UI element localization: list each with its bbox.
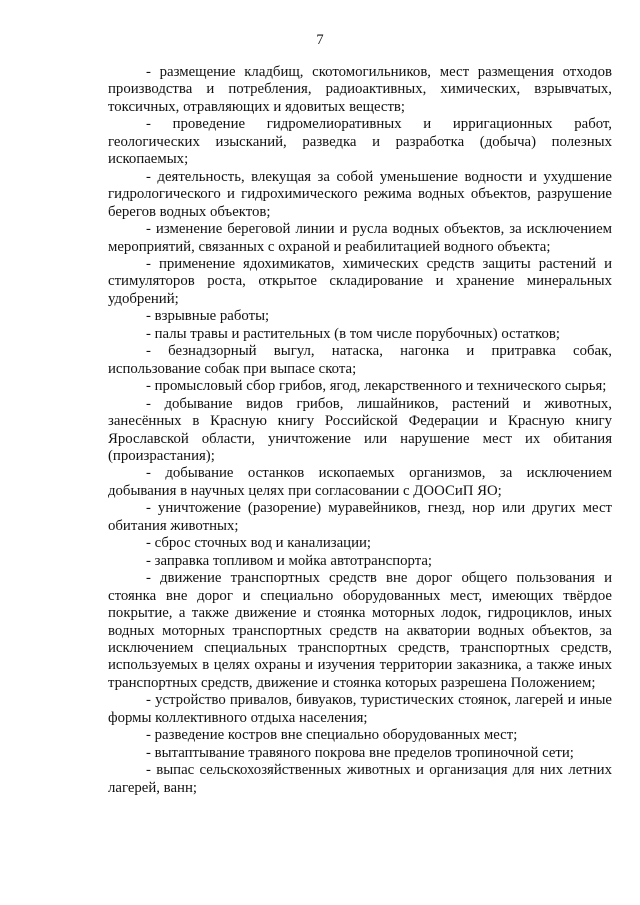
list-item: - взрывные работы;	[146, 308, 270, 325]
list-item: - деятельность, влекущая за собой уменьшение водности и ухудшение гидрологического и гидрохимического режима водных объектов, разрушение берегов водных объектов;	[108, 168, 612, 220]
list-item: - заправка топливом и мойка автотранспорта;	[146, 552, 433, 569]
list-item: - промысловый сбор грибов, ягод, лекарственного и технического сырья;	[146, 378, 607, 395]
list-item: - безнадзорный выгул, натаска, нагонка и притравка собак, использование собак при выпасе скота;	[108, 343, 612, 377]
list-item: - добывание останков ископаемых организмов, за исключением добывания в научных целях при согласовании с ДООСиП ЯО;	[108, 465, 612, 499]
list-item: - палы травы и растительных (в том числе порубочных) остатков;	[146, 325, 560, 342]
prohibited-activities-list	[108, 64, 612, 797]
page-number: 7	[316, 32, 324, 48]
list-item: - устройство привалов, бивуаков, туристических стоянок, лагерей и иные формы коллективного отдыха населения;	[108, 692, 612, 726]
list-item: - сброс сточных вод и канализации;	[146, 535, 372, 552]
list-item: - проведение гидромелиоративных и ирригационных работ, геологических изысканий, разведка и разработка (добыча) полезных ископаемых;	[108, 116, 612, 168]
list-item: - движение транспортных средств вне дорог общего пользования и стоянка вне дорог и специально оборудованных мест, имеющих твёрдое покрытие, а также движение и стоянка моторных лодок, гидроциклов, иных водных моторных транспортных средств на акватории водных объектов, за исключением специальных транспортных средств, транспортных средств, используемых в целях охраны и изучения территории заказника, а также иных транспортных средств, движение и стоянка которых разрешена Положением;	[108, 570, 612, 691]
list-item: - уничтожение (разорение) муравейников, гнезд, нор или других мест обитания животных;	[108, 500, 612, 534]
list-item: - вытаптывание травяного покрова вне пределов тропиночной сети;	[146, 744, 574, 761]
list-item: - изменение береговой линии и русла водных объектов, за исключением мероприятий, связанных с охраной и реабилитацией водного объекта;	[108, 221, 612, 255]
list-item: - разведение костров вне специально оборудованных мест;	[146, 727, 518, 744]
list-item: - выпас сельскохозяйственных животных и организация для них летних лагерей, ванн;	[108, 762, 612, 796]
list-item: - применение ядохимикатов, химических средств защиты растений и стимуляторов роста, открытое складирование и хранение минеральных удобрений;	[108, 255, 612, 307]
list-item: - добывание видов грибов, лишайников, растений и животных, занесённых в Красную книгу Российской Федерации и Красную книгу Ярославской области, уничтожение или нарушение мест их обитания (произрастания);	[108, 395, 612, 464]
list-item: - размещение кладбищ, скотомогильников, мест размещения отходов производства и потребления, радиоактивных, химических, взрывчатых, токсичных, отравляющих и ядовитых веществ;	[108, 64, 612, 115]
